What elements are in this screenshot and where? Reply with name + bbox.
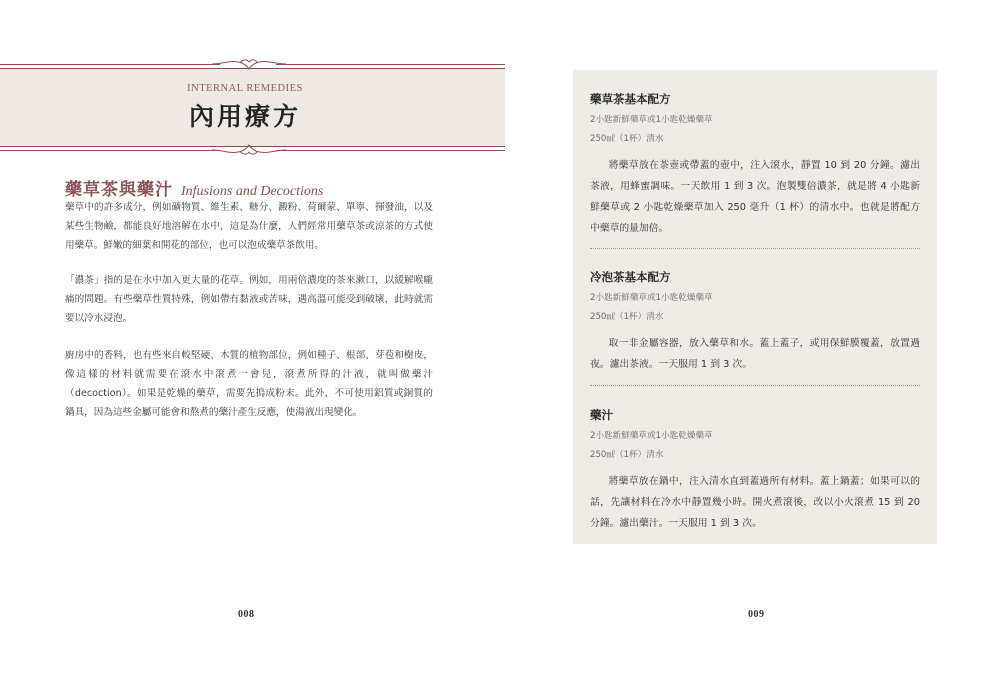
recipe-instructions: 將藥草放在鍋中，注入清水直到蓋過所有材料。蓋上鍋蓋；如果可以的話，先讓材料在冷水中靜置幾小時。開火煮滾後，改以小火滾煮 15 到 20 分鐘。濾出藥汁。一天服用 1 到 3 次。 [590,476,920,529]
body-paragraph: 藥草中的許多成分，例如礦物質、維生素、糖分、澱粉、荷爾蒙、單寧、揮發油，以及某些生物鹼，都能良好地溶解在水中，這是為什麼，人們經常用藥草茶或涼茶的方式使用藥草。鮮嫩的細葉和開花的部位，也可以泡成藥草茶飲用。 [65,202,433,251]
chapter-title: 內用療方 [188,102,301,131]
dotted-divider [590,385,920,386]
recipe-ingredient: 2小匙新鮮藥草或1小匙乾燥藥草 [590,293,713,303]
banner-rule [276,64,505,65]
section-heading [65,175,323,200]
page-number: 008 [238,609,255,620]
body-paragraph: 「濃茶」指的是在水中加入更大量的花草。例如，用兩倍濃度的茶來漱口，以緩解喉嚨痛的問題。有些藥草性質特殊，例如帶有黏液或苦味，遇高溫可能受到破壞，此時就需要以冷水浸泡。 [65,275,433,324]
banner-rule [276,150,505,151]
banner-rule [0,64,220,65]
left-page [0,0,500,677]
recipe-ingredient: 250㎖（1杯）清水 [590,134,664,144]
ornament-scroll-icon [210,143,288,157]
recipe-ingredient: 250㎖（1杯）清水 [590,312,664,322]
body-paragraph: 廚房中的香料，也有些來自較堅硬、木質的植物部位，例如種子、根部、芽苞和樹皮，像這樣的材料就需要在滾水中滾煮一會兒，滾煮所得的汁液，就叫做藥汁（decoction）。如果是乾燥的藥草，需要先搗成粉末。此外，不可使用鋁質或銅質的鍋具，因為這些金屬可能會和熬煮的藥汁產生反應，使湯液出現變化。 [65,350,433,418]
recipe-title: 藥汁 [590,408,613,422]
recipe-ingredient: 2小匙新鮮藥草或1小匙乾燥藥草 [590,115,713,125]
banner-rule [0,150,220,151]
recipe-ingredient: 2小匙新鮮藥草或1小匙乾燥藥草 [590,431,713,441]
ornament-scroll-icon [210,57,288,71]
chapter-eyebrow: INTERNAL REMEDIES [187,83,303,94]
section-title-zh: 藥草茶與藥汁 [65,180,173,200]
recipe-block [590,407,920,534]
section-title-en: Infusions and Decoctions [181,184,324,199]
recipe-ingredient: 250㎖（1杯）清水 [590,450,664,460]
recipe-block [590,91,920,239]
recipe-block [590,269,920,375]
recipe-title: 冷泡茶基本配方 [590,270,671,284]
recipe-instructions: 將藥草放在茶壺或帶蓋的壺中，注入滾水，靜置 10 到 20 分鐘。濾出茶液，用蜂蜜調味。一天飲用 1 到 3 次。泡製雙倍濃茶，就是將 4 小匙新鮮藥草或 2 小匙乾燥藥草加入 250 毫升（1 杯）的清水中。也就是將配方中藥草的量加倍。 [590,160,920,234]
dotted-divider [590,248,920,249]
recipe-instructions: 取一非金屬容器，放入藥草和水。蓋上蓋子，或用保鮮膜覆蓋，放置過夜。濾出茶液。一天服用 1 到 3 次。 [590,338,920,370]
recipe-title: 藥草茶基本配方 [590,92,671,106]
page-number: 009 [748,609,765,620]
